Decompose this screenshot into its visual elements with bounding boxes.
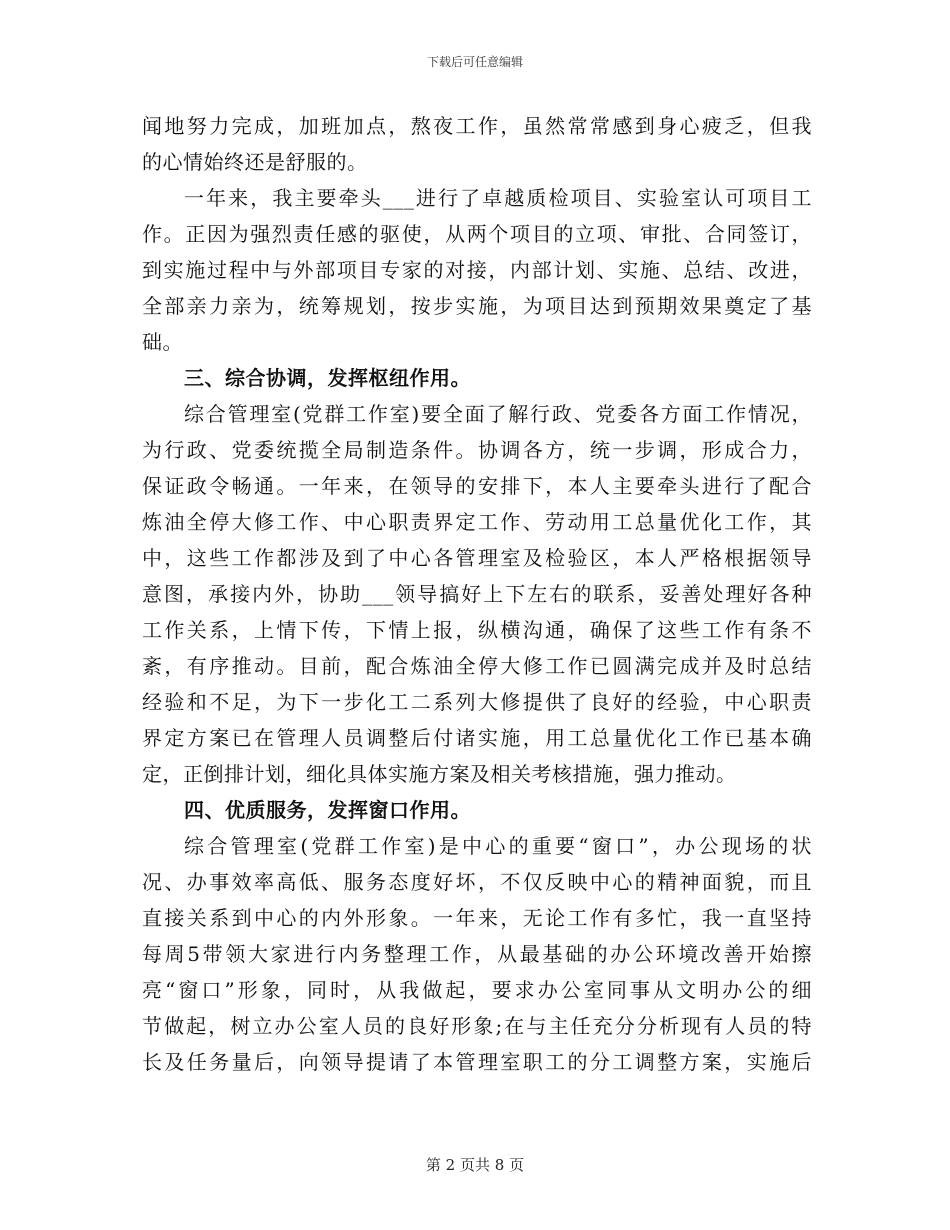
body-line: 紊，有序推动。目前，配合炼油全停大修工作已圆满完成并及时总结	[142, 654, 812, 678]
page-header: 下载后可任意编辑	[426, 55, 523, 69]
body-line: 节做起，树立办公室人员的良好形象;在与主任充分分析现有人员的特	[142, 1014, 812, 1038]
body-line: 长及任务量后，向领导提请了本管理室职工的分工调整方案，实施后	[142, 1050, 812, 1074]
body-line: 中，这些工作都涉及到了中心各管理室及检验区，本人严格根据领导	[142, 546, 812, 570]
body-line: 到实施过程中与外部项目专家的对接，内部计划、实施、总结、改进，	[142, 258, 812, 282]
section-heading: 四、优质服务，发挥窗口作用。	[184, 798, 471, 822]
section-heading: 三、综合协调，发挥枢纽作用。	[184, 366, 471, 390]
body-line: 经验和不足，为下一步化工二系列大修提供了良好的经验，中心职责	[142, 690, 812, 714]
body-line: 每周5带领大家进行内务整理工作，从最基础的办公环境改善开始擦	[142, 942, 812, 966]
body-line: 直接关系到中心的内外形象。一年来，无论工作有多忙，我一直坚持	[142, 906, 812, 930]
body-line: 闻地努力完成，加班加点，熬夜工作，虽然常常感到身心疲乏，但我	[142, 114, 812, 138]
paragraph-start: 一年来，我主要牵头___进行了卓越质检项目、实验室认可项目工	[184, 186, 812, 210]
body-line: 为行政、党委统揽全局制造条件。协调各方，统一步调，形成合力，	[142, 438, 812, 462]
document-body	[142, 108, 812, 1080]
body-line: 保证政令畅通。一年来，在领导的安排下，本人主要牵头进行了配合	[142, 474, 812, 498]
body-line: 全部亲力亲为，统筹规划，按步实施，为项目达到预期效果奠定了基	[142, 294, 812, 318]
body-line: 础。	[142, 330, 183, 354]
paragraph-start: 综合管理室(党群工作室)要全面了解行政、党委各方面工作情况，	[184, 402, 812, 426]
body-line: 的心情始终还是舒服的。	[142, 150, 368, 174]
body-line: 炼油全停大修工作、中心职责界定工作、劳动用工总量优化工作，其	[142, 510, 812, 534]
body-line: 意图，承接内外，协助___领导搞好上下左右的联系，妥善处理好各种	[142, 582, 812, 606]
body-line: 界定方案已在管理人员调整后付诸实施，用工总量优化工作已基本确	[142, 726, 812, 750]
paragraph-start: 综合管理室(党群工作室)是中心的重要“窗口”，办公现场的状	[184, 834, 812, 858]
body-line: 定，正倒排计划，细化具体实施方案及相关考核措施，强力推动。	[142, 762, 737, 786]
body-line: 亮“窗口”形象，同时，从我做起，要求办公室同事从文明办公的细	[142, 978, 812, 1002]
body-line: 况、办事效率高低、服务态度好坏，不仅反映中心的精神面貌，而且	[142, 870, 812, 894]
body-line: 工作关系，上情下传，下情上报，纵横沟通，确保了这些工作有条不	[142, 618, 812, 642]
body-line: 作。正因为强烈责任感的驱使，从两个项目的立项、审批、合同签订，	[142, 222, 812, 246]
page-number-footer: 第 2 页共 8 页	[425, 1156, 525, 1174]
